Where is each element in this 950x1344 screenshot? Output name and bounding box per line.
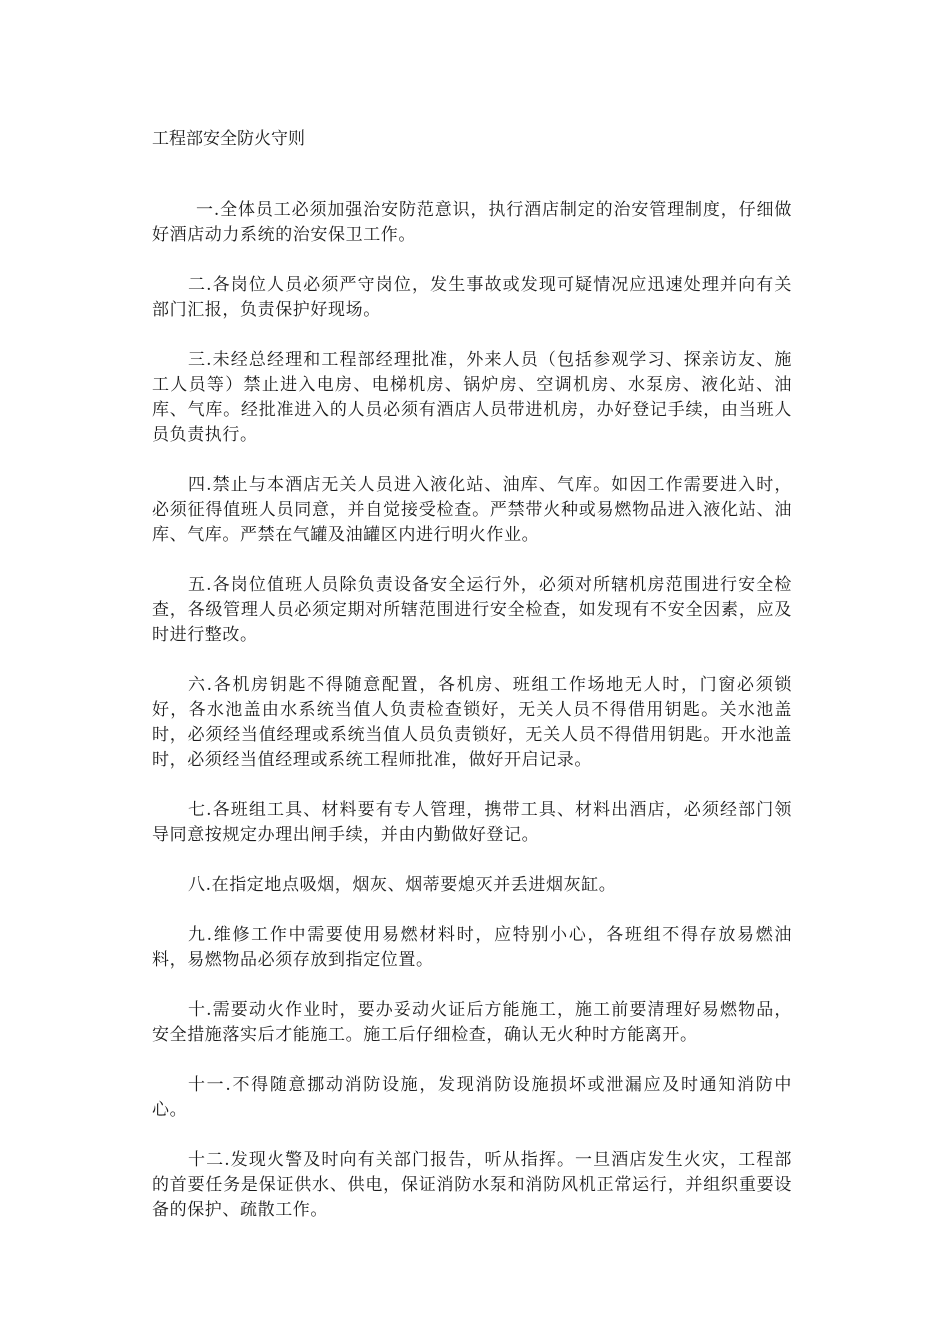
document-title: 工程部安全防火守则 bbox=[152, 129, 305, 149]
rule-paragraph-4: 四.禁止与本酒店无关人员进入液化站、油库、气库。如因工作需要进入时，必须征得值班人员同意，并自觉接受检查。严禁带火种或易燃物品进入液化站、油库、气库。严禁在气罐及油罐区内进行明火作业。 bbox=[152, 475, 792, 545]
rule-paragraph-7: 七.各班组工具、材料要有专人管理，携带工具、材料出酒店，必须经部门领导同意按规定办理出闸手续，并由内勤做好登记。 bbox=[152, 800, 792, 845]
rule-paragraph-12: 十二.发现火警及时向有关部门报告，听从指挥。一旦酒店发生火灾，工程部的首要任务是保证供水、供电，保证消防水泵和消防风机正常运行，并组织重要设备的保护、疏散工作。 bbox=[152, 1150, 792, 1220]
rule-paragraph-11: 十一.不得随意挪动消防设施，发现消防设施损坏或泄漏应及时通知消防中心。 bbox=[152, 1075, 792, 1120]
rule-paragraph-2: 二.各岗位人员必须严守岗位，发生事故或发现可疑情况应迅速处理并向有关部门汇报，负责保护好现场。 bbox=[152, 275, 792, 320]
rule-paragraph-8: 八.在指定地点吸烟，烟灰、烟蒂要熄灭并丢进烟灰缸。 bbox=[188, 875, 617, 895]
rule-paragraph-3: 三.未经总经理和工程部经理批准，外来人员（包括参观学习、探亲访友、施工人员等）禁止进入电房、电梯机房、锅炉房、空调机房、水泵房、液化站、油库、气库。经批准进入的人员必须有酒店人员带进机房，办好登记手续，由当班人员负责执行。 bbox=[152, 350, 792, 445]
rule-paragraph-1: 一.全体员工必须加强治安防范意识，执行酒店制定的治安管理制度，仔细做好酒店动力系统的治安保卫工作。 bbox=[152, 200, 792, 245]
rule-paragraph-9: 九.维修工作中需要使用易燃材料时，应特别小心，各班组不得存放易燃油料，易燃物品必须存放到指定位置。 bbox=[152, 925, 792, 970]
rule-paragraph-10: 十.需要动火作业时，要办妥动火证后方能施工，施工前要清理好易燃物品，安全措施落实后才能施工。施工后仔细检查，确认无火种时方能离开。 bbox=[152, 1000, 792, 1045]
document-body bbox=[152, 198, 792, 1248]
rule-paragraph-6: 六.各机房钥匙不得随意配置，各机房、班组工作场地无人时，门窗必须锁好，各水池盖由水系统当值人负责检查锁好，无关人员不得借用钥匙。关水池盖时，必须经当值经理或系统当值人员负责锁好，无关人员不得借用钥匙。开水池盖时，必须经当值经理或系统工程师批准，做好开启记录。 bbox=[152, 675, 792, 770]
rule-paragraph-5: 五.各岗位值班人员除负责设备安全运行外，必须对所辖机房范围进行安全检查，各级管理人员必须定期对所辖范围进行安全检查，如发现有不安全因素，应及时进行整改。 bbox=[152, 575, 792, 645]
